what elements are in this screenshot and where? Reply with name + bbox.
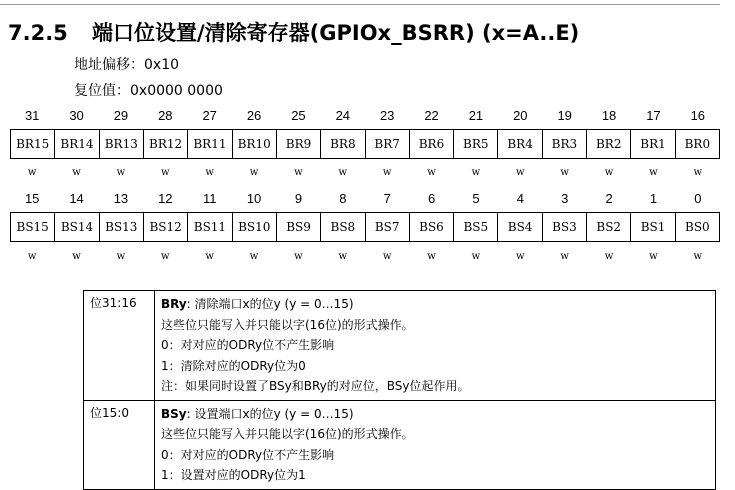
access-type: w <box>72 251 81 262</box>
access-type: w <box>205 251 214 262</box>
description-line: 0：对对应的ODRy位不产生影响 <box>161 447 335 462</box>
field-name: BSy <box>161 406 187 421</box>
access-type: w <box>249 251 259 262</box>
register-field: BS1 <box>631 213 675 241</box>
register-field: BR2 <box>587 130 631 158</box>
access-type: w <box>604 167 614 178</box>
register-field: BS9 <box>277 213 321 241</box>
access-type: w <box>116 167 126 178</box>
register-field: BS2 <box>587 213 631 241</box>
register-field: BS13 <box>100 213 144 241</box>
description-note: 注：如果同时设置了BSy和BRy的对应位，BSy位起作用。 <box>161 379 470 393</box>
access-type: w <box>693 251 703 262</box>
field-name: BRy <box>161 297 187 311</box>
bit-number: 6 <box>427 191 436 206</box>
register-field: BR8 <box>321 130 365 158</box>
bit-number: 3 <box>561 191 569 206</box>
access-type: w <box>604 251 614 262</box>
bit-number: 1 <box>649 191 658 206</box>
section-title: 端口位设置/清除寄存器(GPIOx_BSRR) (x=A..E) <box>92 21 580 45</box>
register-field: BR3 <box>543 130 587 158</box>
register-field: BR12 <box>144 130 188 158</box>
bit-number: 2 <box>605 191 613 206</box>
register-field: BR13 <box>100 130 144 158</box>
access-type: w <box>161 251 170 262</box>
bit-number: 21 <box>468 108 484 123</box>
description-row-br <box>84 291 716 401</box>
register-field: BR15 <box>11 130 55 158</box>
register-field: BR11 <box>188 130 232 158</box>
address-offset: 地址偏移：0x10 <box>74 57 180 73</box>
bit-number: 13 <box>113 191 129 206</box>
register-field: BS8 <box>321 213 365 241</box>
access-type: w <box>161 167 170 178</box>
access-type: w <box>560 167 569 178</box>
access-type: w <box>471 167 481 178</box>
register-field: BR9 <box>277 130 321 158</box>
upper-register-row <box>10 129 720 159</box>
bit-number: 10 <box>246 191 262 206</box>
bit-number: 18 <box>601 108 617 123</box>
access-type: w <box>516 167 525 178</box>
register-field: BR1 <box>631 130 675 158</box>
bit-number: 28 <box>158 108 173 123</box>
register-field: BS14 <box>55 213 99 241</box>
access-type: w <box>427 251 436 262</box>
access-type: w <box>338 251 348 262</box>
description-line: 1：设置对应的ODRy位为1 <box>161 468 306 482</box>
bit-range: 位31:16 <box>84 291 155 401</box>
description-row-bs <box>84 400 716 489</box>
bit-number: 5 <box>472 191 480 206</box>
reset-value: 复位值：0x0000 0000 <box>74 83 223 99</box>
register-field: BS7 <box>366 213 410 241</box>
bit-number: 26 <box>246 108 262 123</box>
access-type: w <box>471 251 481 262</box>
register-field: BS11 <box>188 213 232 241</box>
bit-number: 30 <box>69 108 84 123</box>
bit-number: 16 <box>690 108 706 123</box>
access-type: w <box>427 167 436 178</box>
section-heading <box>8 17 579 47</box>
bit-number: 27 <box>202 108 217 123</box>
access-type: w <box>72 167 81 178</box>
lower-register-row <box>10 212 720 242</box>
access-type: w <box>116 251 126 262</box>
bit-number: 19 <box>557 108 572 123</box>
access-type: w <box>693 167 703 178</box>
bit-number: 9 <box>294 191 303 206</box>
description-line: 这些位只能写入并只能以字(16位)的形式操作。 <box>161 427 414 441</box>
field-summary: : 设置端口x的位y (y = 0…15) <box>186 406 354 421</box>
bit-number: 24 <box>335 108 351 123</box>
register-field: BS6 <box>410 213 454 241</box>
bit-number: 25 <box>291 108 306 123</box>
register-field: BR4 <box>498 130 542 158</box>
bit-number: 0 <box>694 191 702 206</box>
field-description <box>155 291 716 401</box>
register-field: BS10 <box>233 213 277 241</box>
register-field: BR0 <box>684 137 711 151</box>
access-type: w <box>338 167 348 178</box>
bit-number: 29 <box>113 108 129 123</box>
bit-number: 14 <box>69 191 84 206</box>
upper-bit-numbers <box>10 108 720 123</box>
lower-bit-numbers <box>10 191 720 206</box>
access-type: w <box>205 167 214 178</box>
field-summary: : 清除端口x的位y (y = 0…15) <box>186 297 354 311</box>
bit-number: 8 <box>339 191 347 206</box>
top-rule <box>0 4 720 5</box>
description-line: 这些位只能写入并只能以字(16位)的形式操作。 <box>161 317 414 332</box>
bit-range: 位15:0 <box>84 400 155 489</box>
register-field: BR14 <box>55 130 99 158</box>
lower-access-row <box>10 251 720 262</box>
register-field: BR7 <box>366 130 410 158</box>
description-line: 1：清除对应的ODRy位为0 <box>161 358 306 373</box>
bit-number: 20 <box>513 108 528 123</box>
access-type: w <box>249 167 259 178</box>
bit-number: 22 <box>424 108 439 123</box>
register-field: BS5 <box>454 213 498 241</box>
register-field: BS12 <box>144 213 188 241</box>
access-type: w <box>382 167 392 178</box>
bit-number: 23 <box>379 108 395 123</box>
bit-number: 12 <box>158 191 173 206</box>
access-type: w <box>382 251 392 262</box>
register-field: BR5 <box>454 130 498 158</box>
access-type: w <box>649 167 658 178</box>
access-type: w <box>27 251 37 262</box>
bit-number: 4 <box>516 191 524 206</box>
bit-number: 11 <box>202 191 217 206</box>
bit-number: 15 <box>24 191 40 206</box>
access-type: w <box>516 251 525 262</box>
access-type: w <box>294 251 303 262</box>
access-type: w <box>649 251 658 262</box>
description-line: 0：对对应的ODRy位不产生影响 <box>161 338 335 352</box>
register-field: BS0 <box>685 220 710 234</box>
upper-access-row <box>10 167 720 178</box>
register-field: BS3 <box>543 213 587 241</box>
register-field: BR10 <box>233 130 277 158</box>
bit-number: 17 <box>646 108 661 123</box>
register-field: BS4 <box>498 213 542 241</box>
bit-number: 7 <box>383 191 391 206</box>
register-field: BR6 <box>410 130 454 158</box>
access-type: w <box>27 167 37 178</box>
access-type: w <box>560 251 569 262</box>
bit-number: 31 <box>24 108 40 123</box>
access-type: w <box>294 167 303 178</box>
field-description <box>155 400 716 489</box>
register-field: BS15 <box>11 213 55 241</box>
bit-description-table <box>83 290 716 490</box>
section-number: 7.2.5 <box>8 21 68 45</box>
